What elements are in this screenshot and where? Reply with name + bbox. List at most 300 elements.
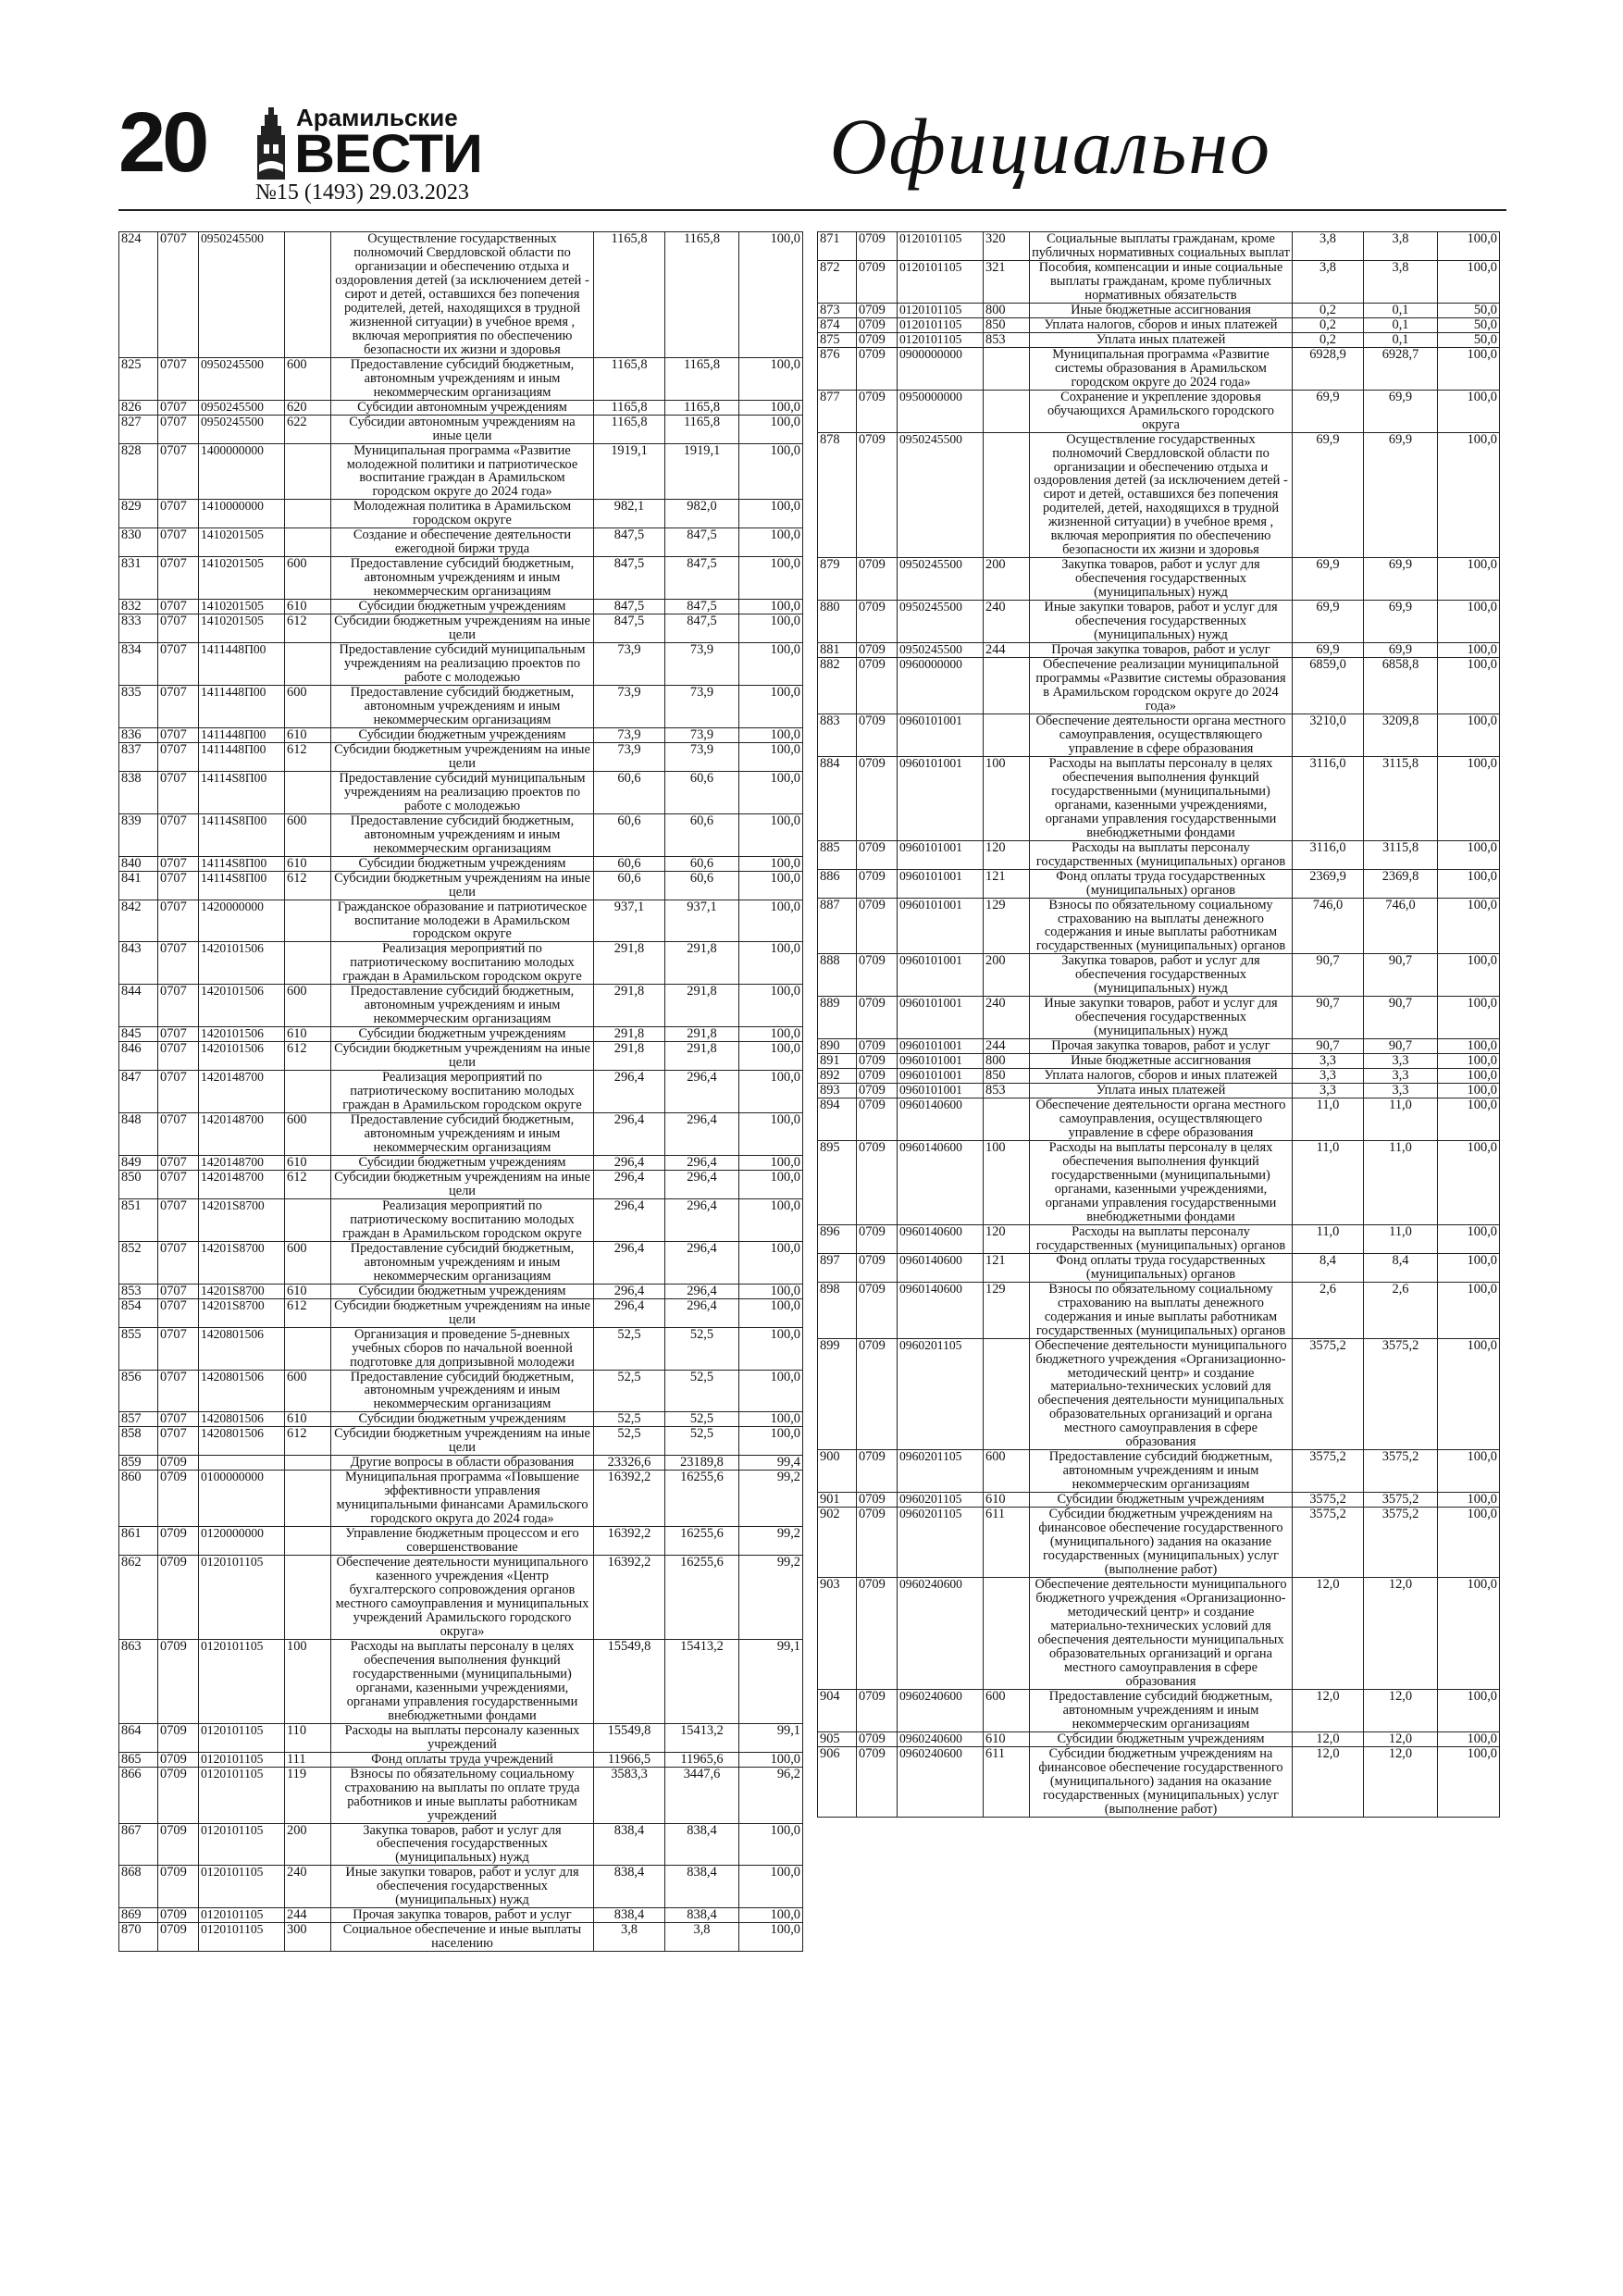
table-row bbox=[119, 686, 803, 728]
execution-percent: 100,0 bbox=[739, 1427, 803, 1456]
section-code: 0709 bbox=[857, 1282, 898, 1338]
item-name: Расходы на выплаты персоналу казенных учреждений bbox=[331, 1723, 594, 1752]
table-row bbox=[818, 1689, 1500, 1731]
item-name: Субсидии бюджетным учреждениям на иные цели bbox=[331, 742, 594, 771]
plan-amount: 1165,8 bbox=[594, 400, 665, 415]
item-name: Предоставление субсидий бюджетным, автономным учреждениям и иным некоммерческим организациям bbox=[331, 557, 594, 600]
table-row bbox=[119, 1370, 803, 1412]
table-row bbox=[119, 1298, 803, 1327]
actual-amount: 3575,2 bbox=[1364, 1493, 1438, 1508]
actual-amount: 937,1 bbox=[665, 900, 739, 942]
actual-amount: 11,0 bbox=[1364, 1141, 1438, 1225]
expense-type-code: 111 bbox=[285, 1752, 331, 1767]
table-row bbox=[119, 600, 803, 614]
expense-type-code: 244 bbox=[984, 1039, 1030, 1054]
execution-percent: 99,2 bbox=[739, 1471, 803, 1527]
target-code: 0960101001 bbox=[898, 954, 984, 997]
section-code: 0707 bbox=[158, 942, 199, 985]
expense-type-code: 600 bbox=[285, 1241, 331, 1284]
target-code: 0120101105 bbox=[199, 1639, 285, 1723]
item-name: Обеспечение деятельности муниципального казенного учреждения «Центр бухгалтерского сопровождения органов местного самоуправления и муниципальных учреждений Арамильского городского округа» bbox=[331, 1556, 594, 1640]
table-row bbox=[818, 1054, 1500, 1069]
execution-percent: 100,0 bbox=[1438, 840, 1500, 869]
row-number: 868 bbox=[119, 1866, 158, 1908]
plan-amount: 73,9 bbox=[594, 742, 665, 771]
row-number: 903 bbox=[818, 1578, 857, 1690]
expense-type-code: 200 bbox=[285, 1823, 331, 1866]
item-name: Предоставление субсидий бюджетным, автономным учреждениям и иным некоммерческим организациям bbox=[331, 1241, 594, 1284]
item-name: Реализация мероприятий по патриотическому воспитанию молодых граждан в Арамильском городском округе bbox=[331, 942, 594, 985]
header-rule bbox=[118, 209, 1506, 211]
item-name: Другие вопросы в области образования bbox=[331, 1456, 594, 1471]
plan-amount: 3575,2 bbox=[1293, 1508, 1364, 1578]
expense-type-code: 600 bbox=[285, 557, 331, 600]
row-number: 846 bbox=[119, 1042, 158, 1071]
table-row bbox=[119, 1471, 803, 1527]
item-name: Предоставление субсидий бюджетным, автономным учреждениям и иным некоммерческим организациям bbox=[1030, 1450, 1293, 1493]
table-row bbox=[818, 714, 1500, 756]
execution-percent: 100,0 bbox=[1438, 1098, 1500, 1141]
plan-amount: 1165,8 bbox=[594, 357, 665, 400]
target-code: 0120101105 bbox=[199, 1767, 285, 1823]
item-name: Фонд оплаты труда государственных (муниципальных) органов bbox=[1030, 1253, 1293, 1282]
row-number: 870 bbox=[119, 1923, 158, 1952]
actual-amount: 69,9 bbox=[1364, 601, 1438, 643]
section-code: 0709 bbox=[857, 317, 898, 332]
item-name: Субсидии бюджетным учреждениям bbox=[331, 1027, 594, 1042]
actual-amount: 16255,6 bbox=[665, 1471, 739, 1527]
expense-type-code: 600 bbox=[984, 1450, 1030, 1493]
section-code: 0709 bbox=[857, 840, 898, 869]
execution-percent: 100,0 bbox=[739, 1241, 803, 1284]
target-code: 1420801506 bbox=[199, 1427, 285, 1456]
plan-amount: 60,6 bbox=[594, 813, 665, 856]
execution-percent: 99,4 bbox=[739, 1456, 803, 1471]
row-number: 875 bbox=[818, 332, 857, 347]
section-code: 0709 bbox=[857, 1054, 898, 1069]
section-code: 0709 bbox=[857, 869, 898, 898]
section-code: 0707 bbox=[158, 686, 199, 728]
table-row bbox=[119, 1155, 803, 1170]
section-code: 0709 bbox=[857, 1338, 898, 1450]
row-number: 877 bbox=[818, 390, 857, 432]
execution-percent: 100,0 bbox=[739, 1327, 803, 1370]
actual-amount: 52,5 bbox=[665, 1327, 739, 1370]
execution-percent: 100,0 bbox=[739, 1823, 803, 1866]
target-code: 0960140600 bbox=[898, 1098, 984, 1141]
section-code: 0707 bbox=[158, 232, 199, 358]
execution-percent: 100,0 bbox=[739, 557, 803, 600]
plan-amount: 90,7 bbox=[1293, 1039, 1364, 1054]
expense-type-code: 244 bbox=[984, 643, 1030, 658]
section-code: 0709 bbox=[158, 1639, 199, 1723]
target-code: 0960240600 bbox=[898, 1578, 984, 1690]
actual-amount: 3575,2 bbox=[1364, 1338, 1438, 1450]
actual-amount: 2369,8 bbox=[1364, 869, 1438, 898]
item-name: Пособия, компенсации и иные социальные выплаты гражданам, кроме публичных нормативных обязательств bbox=[1030, 260, 1293, 303]
actual-amount: 6858,8 bbox=[1364, 658, 1438, 714]
actual-amount: 291,8 bbox=[665, 942, 739, 985]
item-name: Закупка товаров, работ и услуг для обеспечения государственных (муниципальных) нужд bbox=[1030, 558, 1293, 601]
plan-amount: 1165,8 bbox=[594, 415, 665, 443]
execution-percent: 100,0 bbox=[1438, 1039, 1500, 1054]
section-code: 0709 bbox=[857, 898, 898, 954]
plan-amount: 847,5 bbox=[594, 600, 665, 614]
table-row bbox=[119, 813, 803, 856]
execution-percent: 50,0 bbox=[1438, 317, 1500, 332]
actual-amount: 73,9 bbox=[665, 643, 739, 686]
section-code: 0707 bbox=[158, 1071, 199, 1113]
target-code: 0960140600 bbox=[898, 1282, 984, 1338]
target-code: 1411448П00 bbox=[199, 742, 285, 771]
row-number: 869 bbox=[119, 1908, 158, 1923]
target-code: 0960101001 bbox=[898, 869, 984, 898]
target-code: 1411448П00 bbox=[199, 686, 285, 728]
target-code: 14114S8П00 bbox=[199, 813, 285, 856]
expense-type-code bbox=[285, 528, 331, 557]
section-code: 0709 bbox=[857, 1689, 898, 1731]
plan-amount: 838,4 bbox=[594, 1866, 665, 1908]
expense-type-code: 612 bbox=[285, 1042, 331, 1071]
actual-amount: 73,9 bbox=[665, 686, 739, 728]
execution-percent: 100,0 bbox=[739, 727, 803, 742]
execution-percent: 96,2 bbox=[739, 1767, 803, 1823]
target-code: 0120101105 bbox=[199, 1866, 285, 1908]
execution-percent: 100,0 bbox=[739, 1866, 803, 1908]
actual-amount: 90,7 bbox=[1364, 997, 1438, 1039]
target-code: 0900000000 bbox=[898, 347, 984, 390]
item-name: Предоставление субсидий бюджетным, автономным учреждениям и иным некоммерческим организациям bbox=[331, 813, 594, 856]
row-number: 862 bbox=[119, 1556, 158, 1640]
execution-percent: 100,0 bbox=[739, 871, 803, 900]
section-code: 0707 bbox=[158, 1412, 199, 1427]
expense-type-code: 200 bbox=[984, 558, 1030, 601]
section-code: 0709 bbox=[857, 756, 898, 840]
expense-type-code: 612 bbox=[285, 1427, 331, 1456]
budget-table-left bbox=[118, 231, 803, 1952]
actual-amount: 73,9 bbox=[665, 727, 739, 742]
execution-percent: 100,0 bbox=[739, 500, 803, 528]
section-code: 0707 bbox=[158, 771, 199, 813]
expense-type-code: 611 bbox=[984, 1746, 1030, 1817]
actual-amount: 1165,8 bbox=[665, 357, 739, 400]
table-row bbox=[119, 500, 803, 528]
table-row bbox=[818, 1746, 1500, 1817]
plan-amount: 12,0 bbox=[1293, 1578, 1364, 1690]
execution-percent: 99,2 bbox=[739, 1527, 803, 1556]
execution-percent: 100,0 bbox=[1438, 601, 1500, 643]
expense-type-code bbox=[285, 1456, 331, 1471]
actual-amount: 291,8 bbox=[665, 1027, 739, 1042]
table-row bbox=[818, 643, 1500, 658]
plan-amount: 847,5 bbox=[594, 557, 665, 600]
execution-percent: 100,0 bbox=[739, 357, 803, 400]
execution-percent: 100,0 bbox=[739, 643, 803, 686]
expense-type-code bbox=[984, 714, 1030, 756]
expense-type-code: 100 bbox=[285, 1639, 331, 1723]
expense-type-code: 600 bbox=[285, 985, 331, 1027]
execution-percent: 100,0 bbox=[739, 1412, 803, 1427]
plan-amount: 296,4 bbox=[594, 1298, 665, 1327]
section-code: 0707 bbox=[158, 528, 199, 557]
target-code: 14201S8700 bbox=[199, 1284, 285, 1298]
section-code: 0707 bbox=[158, 643, 199, 686]
execution-percent: 100,0 bbox=[1438, 1084, 1500, 1098]
table-row bbox=[119, 1866, 803, 1908]
row-number: 901 bbox=[818, 1493, 857, 1508]
section-code: 0709 bbox=[857, 1039, 898, 1054]
plan-amount: 0,2 bbox=[1293, 332, 1364, 347]
item-name: Субсидии бюджетным учреждениям на иные цели bbox=[331, 1427, 594, 1456]
table-row bbox=[119, 1113, 803, 1156]
section-code: 0709 bbox=[158, 1527, 199, 1556]
section-code: 0709 bbox=[857, 643, 898, 658]
expense-type-code: 110 bbox=[285, 1723, 331, 1752]
table-row bbox=[119, 871, 803, 900]
section-code: 0707 bbox=[158, 443, 199, 500]
row-number: 888 bbox=[818, 954, 857, 997]
target-code: 14114S8П00 bbox=[199, 871, 285, 900]
target-code: 1420148700 bbox=[199, 1113, 285, 1156]
table-row bbox=[818, 303, 1500, 317]
row-number: 865 bbox=[119, 1752, 158, 1767]
item-name: Закупка товаров, работ и услуг для обеспечения государственных (муниципальных) нужд bbox=[1030, 954, 1293, 997]
expense-type-code bbox=[984, 347, 1030, 390]
actual-amount: 11,0 bbox=[1364, 1224, 1438, 1253]
expense-type-code: 850 bbox=[984, 1069, 1030, 1084]
row-number: 886 bbox=[818, 869, 857, 898]
expense-type-code bbox=[285, 500, 331, 528]
execution-percent: 100,0 bbox=[739, 985, 803, 1027]
expense-type-code: 600 bbox=[285, 357, 331, 400]
actual-amount: 3,8 bbox=[1364, 232, 1438, 261]
execution-percent: 100,0 bbox=[739, 771, 803, 813]
item-name: Социальные выплаты гражданам, кроме публичных нормативных социальных выплат bbox=[1030, 232, 1293, 261]
expense-type-code: 612 bbox=[285, 614, 331, 643]
plan-amount: 0,2 bbox=[1293, 303, 1364, 317]
target-code: 0960101001 bbox=[898, 1069, 984, 1084]
row-number: 826 bbox=[119, 400, 158, 415]
table-row bbox=[119, 1071, 803, 1113]
execution-percent: 50,0 bbox=[1438, 332, 1500, 347]
item-name: Субсидии бюджетным учреждениям на иные цели bbox=[331, 614, 594, 643]
actual-amount: 11965,6 bbox=[665, 1752, 739, 1767]
table-row bbox=[818, 1578, 1500, 1690]
plan-amount: 52,5 bbox=[594, 1412, 665, 1427]
section-code: 0709 bbox=[857, 1578, 898, 1690]
expense-type-code: 610 bbox=[285, 600, 331, 614]
actual-amount: 8,4 bbox=[1364, 1253, 1438, 1282]
item-name: Уплата иных платежей bbox=[1030, 332, 1293, 347]
section-code: 0709 bbox=[857, 1141, 898, 1225]
expense-type-code: 612 bbox=[285, 871, 331, 900]
city-crest-icon bbox=[255, 107, 287, 181]
plan-amount: 69,9 bbox=[1293, 643, 1364, 658]
target-code: 14114S8П00 bbox=[199, 771, 285, 813]
target-code: 0950245500 bbox=[199, 415, 285, 443]
plan-amount: 3,8 bbox=[1293, 260, 1364, 303]
actual-amount: 3575,2 bbox=[1364, 1450, 1438, 1493]
execution-percent: 100,0 bbox=[1438, 347, 1500, 390]
item-name: Предоставление субсидий бюджетным, автономным учреждениям и иным некоммерческим организациям bbox=[331, 357, 594, 400]
table-row bbox=[818, 1282, 1500, 1338]
row-number: 857 bbox=[119, 1412, 158, 1427]
table-row bbox=[119, 614, 803, 643]
section-code: 0709 bbox=[158, 1823, 199, 1866]
section-code: 0707 bbox=[158, 1027, 199, 1042]
actual-amount: 52,5 bbox=[665, 1370, 739, 1412]
plan-amount: 746,0 bbox=[1293, 898, 1364, 954]
table-row bbox=[818, 756, 1500, 840]
execution-percent: 100,0 bbox=[1438, 756, 1500, 840]
page-header bbox=[0, 0, 1623, 213]
actual-amount: 3,3 bbox=[1364, 1084, 1438, 1098]
target-code: 1420801506 bbox=[199, 1370, 285, 1412]
actual-amount: 296,4 bbox=[665, 1298, 739, 1327]
actual-amount: 3115,8 bbox=[1364, 840, 1438, 869]
execution-percent: 100,0 bbox=[1438, 643, 1500, 658]
expense-type-code bbox=[285, 443, 331, 500]
plan-amount: 16392,2 bbox=[594, 1527, 665, 1556]
plan-amount: 73,9 bbox=[594, 727, 665, 742]
item-name: Субсидии бюджетным учреждениям bbox=[331, 1155, 594, 1170]
plan-amount: 291,8 bbox=[594, 1027, 665, 1042]
plan-amount: 3575,2 bbox=[1293, 1493, 1364, 1508]
item-name: Расходы на выплаты персоналу в целях обеспечения выполнения функций государственными (муниципальными) органами, казенными учреждениями, органами управления государственными внебюджетными фондами bbox=[1030, 1141, 1293, 1225]
item-name: Уплата иных платежей bbox=[1030, 1084, 1293, 1098]
item-name: Субсидии бюджетным учреждениям bbox=[331, 727, 594, 742]
execution-percent: 100,0 bbox=[1438, 1141, 1500, 1225]
row-number: 844 bbox=[119, 985, 158, 1027]
table-row bbox=[119, 742, 803, 771]
target-code: 1420148700 bbox=[199, 1155, 285, 1170]
target-code: 1420101506 bbox=[199, 985, 285, 1027]
section-code: 0707 bbox=[158, 871, 199, 900]
plan-amount: 12,0 bbox=[1293, 1731, 1364, 1746]
expense-type-code: 129 bbox=[984, 898, 1030, 954]
left-column bbox=[118, 231, 802, 1952]
item-name: Субсидии бюджетным учреждениям bbox=[331, 1284, 594, 1298]
table-row bbox=[119, 400, 803, 415]
target-code: 1420148700 bbox=[199, 1071, 285, 1113]
section-code: 0709 bbox=[857, 260, 898, 303]
plan-amount: 291,8 bbox=[594, 1042, 665, 1071]
row-number: 904 bbox=[818, 1689, 857, 1731]
table-row bbox=[119, 1427, 803, 1456]
actual-amount: 296,4 bbox=[665, 1198, 739, 1241]
plan-amount: 73,9 bbox=[594, 643, 665, 686]
row-number: 850 bbox=[119, 1170, 158, 1198]
item-name: Предоставление субсидий бюджетным, автономным учреждениям и иным некоммерческим организациям bbox=[331, 686, 594, 728]
actual-amount: 0,1 bbox=[1364, 303, 1438, 317]
item-name: Обеспечение деятельности органа местного самоуправления, осуществляющего управление в сфере образования bbox=[1030, 1098, 1293, 1141]
execution-percent: 100,0 bbox=[1438, 997, 1500, 1039]
table-row bbox=[818, 390, 1500, 432]
section-code: 0709 bbox=[857, 997, 898, 1039]
row-number: 859 bbox=[119, 1456, 158, 1471]
target-code: 14201S8700 bbox=[199, 1241, 285, 1284]
row-number: 843 bbox=[119, 942, 158, 985]
item-name: Иные бюджетные ассигнования bbox=[1030, 303, 1293, 317]
actual-amount: 60,6 bbox=[665, 771, 739, 813]
expense-type-code bbox=[984, 658, 1030, 714]
section-code: 0709 bbox=[857, 714, 898, 756]
item-name: Реализация мероприятий по патриотическому воспитанию молодых граждан в Арамильском городском округе bbox=[331, 1198, 594, 1241]
section-code: 0709 bbox=[857, 232, 898, 261]
actual-amount: 6928,7 bbox=[1364, 347, 1438, 390]
row-number: 842 bbox=[119, 900, 158, 942]
item-name: Предоставление субсидий муниципальным учреждениям на реализацию проектов по работе с молодежью bbox=[331, 643, 594, 686]
row-number: 837 bbox=[119, 742, 158, 771]
execution-percent: 100,0 bbox=[1438, 432, 1500, 558]
target-code bbox=[199, 1456, 285, 1471]
row-number: 852 bbox=[119, 1241, 158, 1284]
plan-amount: 11,0 bbox=[1293, 1098, 1364, 1141]
table-row bbox=[119, 357, 803, 400]
row-number: 848 bbox=[119, 1113, 158, 1156]
plan-amount: 937,1 bbox=[594, 900, 665, 942]
target-code: 0960240600 bbox=[898, 1689, 984, 1731]
actual-amount: 12,0 bbox=[1364, 1746, 1438, 1817]
item-name: Обеспечение деятельности органа местного самоуправления, осуществляющего управление в сфере образования bbox=[1030, 714, 1293, 756]
section-code: 0709 bbox=[857, 954, 898, 997]
section-code: 0707 bbox=[158, 357, 199, 400]
table-row bbox=[818, 558, 1500, 601]
row-number: 834 bbox=[119, 643, 158, 686]
actual-amount: 296,4 bbox=[665, 1241, 739, 1284]
row-number: 897 bbox=[818, 1253, 857, 1282]
execution-percent: 100,0 bbox=[1438, 869, 1500, 898]
table-row bbox=[119, 557, 803, 600]
item-name: Иные бюджетные ассигнования bbox=[1030, 1054, 1293, 1069]
plan-amount: 296,4 bbox=[594, 1113, 665, 1156]
item-name: Взносы по обязательному социальному страхованию на выплаты по оплате труда работников и иные выплаты работникам учреждений bbox=[331, 1767, 594, 1823]
item-name: Субсидии бюджетным учреждениям bbox=[331, 856, 594, 871]
actual-amount: 90,7 bbox=[1364, 1039, 1438, 1054]
table-row bbox=[818, 1450, 1500, 1493]
section-code: 0707 bbox=[158, 900, 199, 942]
row-number: 825 bbox=[119, 357, 158, 400]
item-name: Субсидии автономным учреждениям на иные цели bbox=[331, 415, 594, 443]
plan-amount: 3210,0 bbox=[1293, 714, 1364, 756]
item-name: Субсидии бюджетным учреждениям на иные цели bbox=[331, 1042, 594, 1071]
expense-type-code: 610 bbox=[285, 1155, 331, 1170]
plan-amount: 73,9 bbox=[594, 686, 665, 728]
execution-percent: 100,0 bbox=[1438, 1054, 1500, 1069]
execution-percent: 100,0 bbox=[739, 528, 803, 557]
item-name: Обеспечение деятельности муниципального бюджетного учреждения «Организационно-методический центр» и создание материально-технических условий для обеспечения деятельности муниципальных образовательных организаций и органа местного самоуправления в сфере образования bbox=[1030, 1338, 1293, 1450]
expense-type-code: 240 bbox=[984, 997, 1030, 1039]
plan-amount: 296,4 bbox=[594, 1071, 665, 1113]
item-name: Взносы по обязательному социальному страхованию на выплаты денежного содержания и иные выплаты работникам государственных (муниципальных) органов bbox=[1030, 898, 1293, 954]
section-title: Официально bbox=[829, 102, 1271, 191]
table-row bbox=[119, 1327, 803, 1370]
table-row bbox=[119, 942, 803, 985]
execution-percent: 100,0 bbox=[739, 1923, 803, 1952]
actual-amount: 11,0 bbox=[1364, 1098, 1438, 1141]
row-number: 898 bbox=[818, 1282, 857, 1338]
expense-type-code bbox=[285, 232, 331, 358]
section-code: 0707 bbox=[158, 500, 199, 528]
target-code: 0950245500 bbox=[898, 558, 984, 601]
execution-percent: 100,0 bbox=[1438, 558, 1500, 601]
table-row bbox=[818, 658, 1500, 714]
section-code: 0707 bbox=[158, 1042, 199, 1071]
item-name: Субсидии автономным учреждениям bbox=[331, 400, 594, 415]
section-code: 0709 bbox=[857, 432, 898, 558]
row-number: 861 bbox=[119, 1527, 158, 1556]
target-code: 0120101105 bbox=[199, 1752, 285, 1767]
